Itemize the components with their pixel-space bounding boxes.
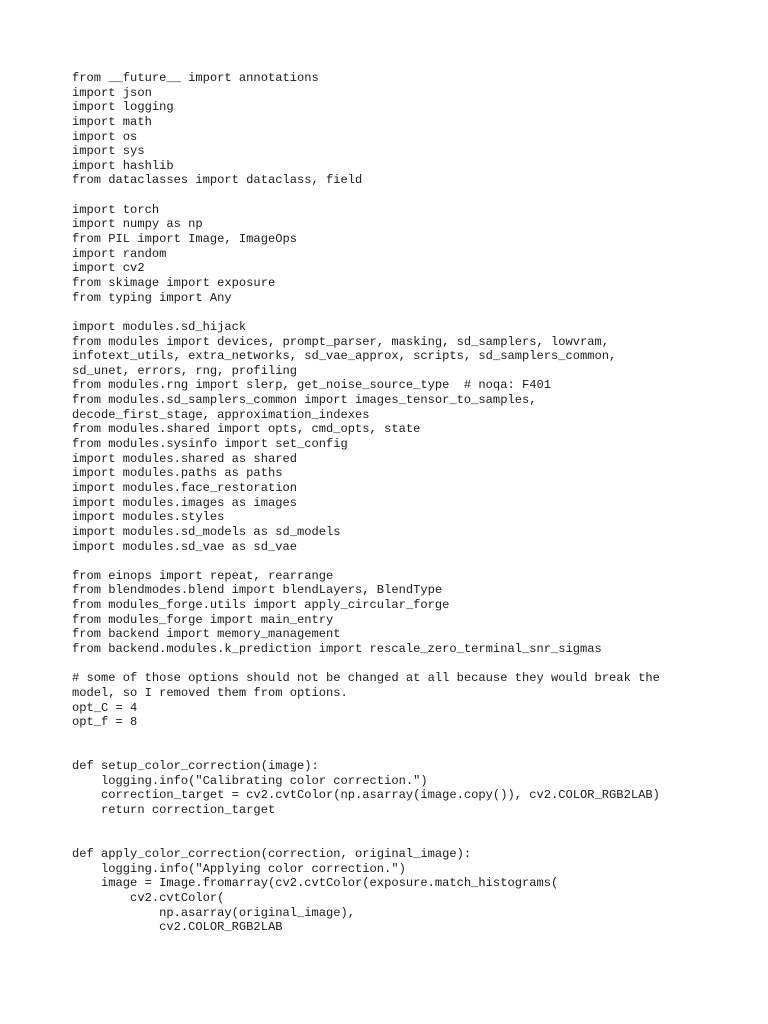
code-line: import logging: [72, 100, 174, 115]
code-line: from backend.modules.k_prediction import rescale_zero_terminal_snr_sigmas: [72, 641, 602, 656]
code-line: from typing import Any: [72, 290, 232, 305]
code-line: import modules.sd_hijack: [72, 319, 247, 334]
code-line: import modules.sd_vae as sd_vae: [72, 539, 297, 554]
code-line: logging.info("Calibrating color correction."): [72, 773, 428, 788]
blank-line: [72, 818, 660, 833]
code-line: cv2.cvtColor(: [72, 890, 225, 905]
blank-line: [72, 657, 660, 672]
code-line: from dataclasses import dataclass, field: [72, 173, 363, 188]
code-line: import numpy as np: [72, 217, 203, 232]
code-line: model, so I removed them from options.: [72, 685, 348, 700]
code-line: import torch: [72, 202, 160, 217]
code-line: from PIL import Image, ImageOps: [72, 232, 297, 247]
code-line: import os: [72, 129, 138, 144]
code-line: def setup_color_correction(image):: [72, 759, 319, 774]
blank-line: [72, 188, 660, 203]
code-line: import modules.images as images: [72, 495, 297, 510]
code-line: import modules.styles: [72, 510, 225, 525]
code-line: import random: [72, 246, 167, 261]
code-line: import modules.face_restoration: [72, 480, 297, 495]
blank-line: [72, 305, 660, 320]
code-line: from blendmodes.blend import blendLayers, BlendType: [72, 583, 443, 598]
code-listing: [72, 71, 660, 935]
code-line: from modules.sd_samplers_common import images_tensor_to_samples,: [72, 393, 537, 408]
code-line: import cv2: [72, 261, 145, 276]
code-line: correction_target = cv2.cvtColor(np.asarray(image.copy()), cv2.COLOR_RGB2LAB): [72, 788, 660, 803]
code-line: cv2.COLOR_RGB2LAB: [72, 920, 283, 935]
code-line: import sys: [72, 144, 145, 159]
code-line: from modules.rng import slerp, get_noise_source_type # noqa: F401: [72, 378, 551, 393]
code-line: decode_first_stage, approximation_indexes: [72, 407, 370, 422]
code-line: from __future__ import annotations: [72, 71, 319, 85]
code-line: from modules.shared import opts, cmd_opts, state: [72, 422, 421, 437]
code-line: return correction_target: [72, 803, 276, 818]
blank-line: [72, 832, 660, 847]
code-line: # some of those options should not be changed at all because they would break the: [72, 671, 660, 686]
blank-line: [72, 744, 660, 759]
code-line: from modules_forge.utils import apply_circular_forge: [72, 598, 450, 613]
code-line: def apply_color_correction(correction, original_image):: [72, 846, 472, 861]
code-line: logging.info("Applying color correction."): [72, 861, 406, 876]
code-line: opt_f = 8: [72, 715, 138, 730]
code-line: from skimage import exposure: [72, 275, 276, 290]
code-line: from modules_forge import main_entry: [72, 612, 334, 627]
code-line: sd_unet, errors, rng, profiling: [72, 363, 297, 378]
blank-line: [72, 730, 660, 745]
code-line: infotext_utils, extra_networks, sd_vae_approx, scripts, sd_samplers_common,: [72, 349, 617, 364]
code-line: import hashlib: [72, 158, 174, 173]
code-line: import json: [72, 85, 152, 100]
blank-line: [72, 554, 660, 569]
code-line: np.asarray(original_image),: [72, 905, 356, 920]
code-line: from modules import devices, prompt_parser, masking, sd_samplers, lowvram,: [72, 334, 610, 349]
code-line: image = Image.fromarray(cv2.cvtColor(exposure.match_histograms(: [72, 876, 559, 891]
code-line: import modules.sd_models as sd_models: [72, 524, 341, 539]
code-line: import math: [72, 114, 152, 129]
code-line: from backend import memory_management: [72, 627, 341, 642]
code-line: import modules.shared as shared: [72, 451, 297, 466]
code-line: import modules.paths as paths: [72, 466, 283, 481]
code-line: from einops import repeat, rearrange: [72, 568, 334, 583]
code-line: from modules.sysinfo import set_config: [72, 437, 348, 452]
code-line: opt_C = 4: [72, 700, 138, 715]
